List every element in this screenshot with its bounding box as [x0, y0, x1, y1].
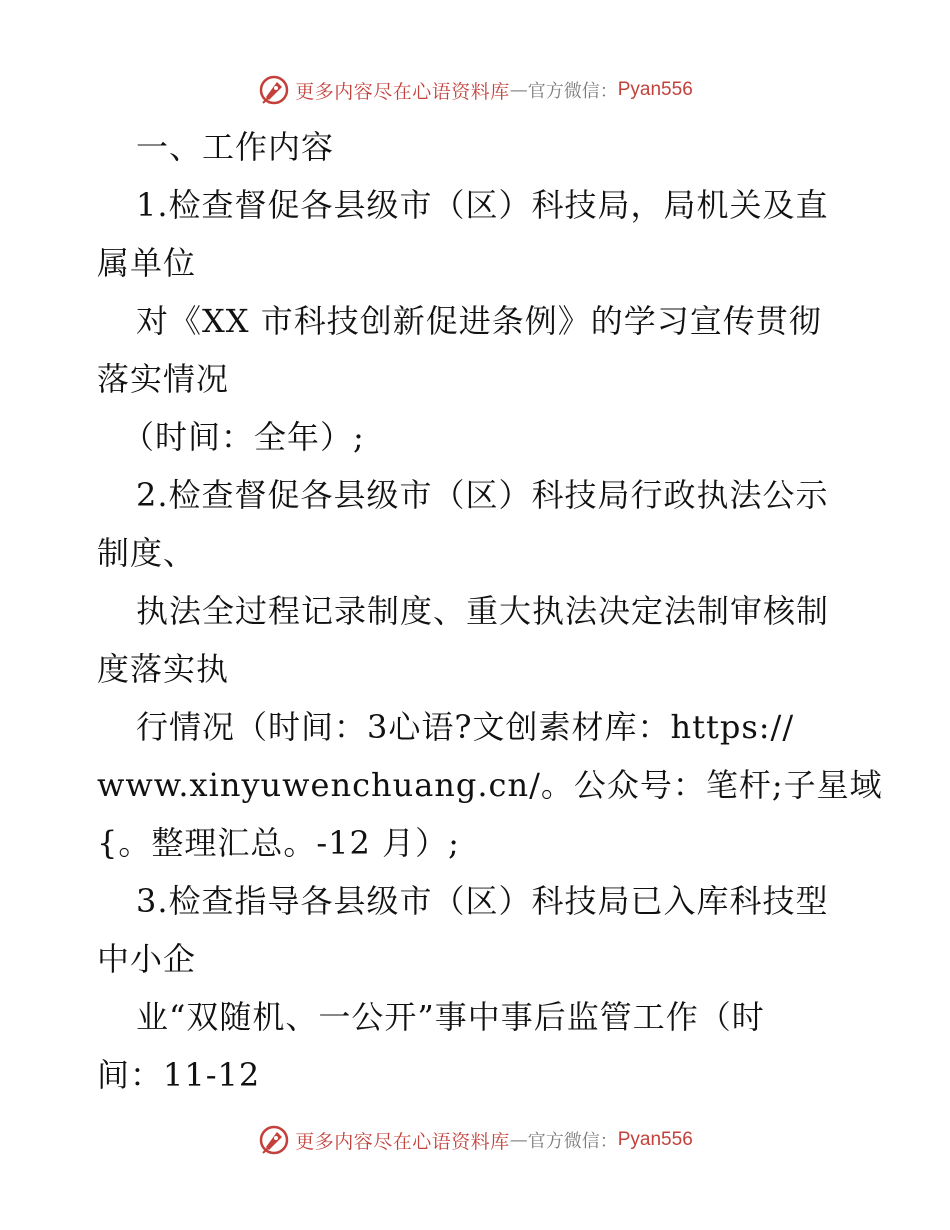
banner-wechat-id: Pyan556 [617, 1129, 693, 1150]
paragraph-line: 2.检查督促各县级市（区）科技局行政执法公示 [136, 476, 829, 514]
banner-wechat-id: Pyan556 [617, 79, 693, 100]
section-heading: 一、工作内容 [136, 128, 335, 166]
paragraph-line: 中小企 [97, 940, 197, 978]
footer-watermark-banner [0, 1120, 950, 1160]
banner-brand-text: 更多内容尽在心语资料库 [295, 80, 510, 103]
paragraph-line: 3.检查指导各县级市（区）科技局已入库科技型 [136, 882, 829, 920]
paragraph-line: www.xinyuwenchuang.cn/。公众号：笔杆;子星域 [97, 766, 883, 804]
paragraph-line: 业“双随机、一公开”事中事后监管工作（时 [136, 998, 765, 1036]
paragraph-line: 度落实执 [97, 650, 230, 688]
banner-label: 官方微信： [527, 81, 618, 102]
paragraph-line: 行情况（时间：3心语?文创素材库：https:// [136, 708, 795, 746]
paragraph-line: 落实情况 [97, 360, 230, 398]
banner-label: 官方微信： [527, 1131, 618, 1152]
paragraph-line: 1.检查督促各县级市（区）科技局，局机关及直 [136, 186, 829, 224]
paragraph-line: 属单位 [97, 244, 197, 282]
banner-brand-text: 更多内容尽在心语资料库 [295, 1130, 510, 1153]
paragraph-line: {。整理汇总。-12 月）; [97, 824, 460, 862]
pen-nib-logo-icon [257, 1123, 291, 1157]
pen-nib-logo-icon [257, 73, 291, 107]
header-watermark-banner [0, 70, 950, 110]
paragraph-line: （时间：全年）; [122, 418, 365, 456]
paragraph-line: 制度、 [97, 534, 197, 572]
banner-dash: — [509, 1129, 528, 1151]
banner-dash: — [509, 79, 528, 101]
paragraph-line: 间：11-12 [97, 1056, 261, 1094]
paragraph-line: 对《XX 市科技创新促进条例》的学习宣传贯彻 [136, 302, 822, 340]
paragraph-line: 执法全过程记录制度、重大执法决定法制审核制 [136, 592, 830, 630]
